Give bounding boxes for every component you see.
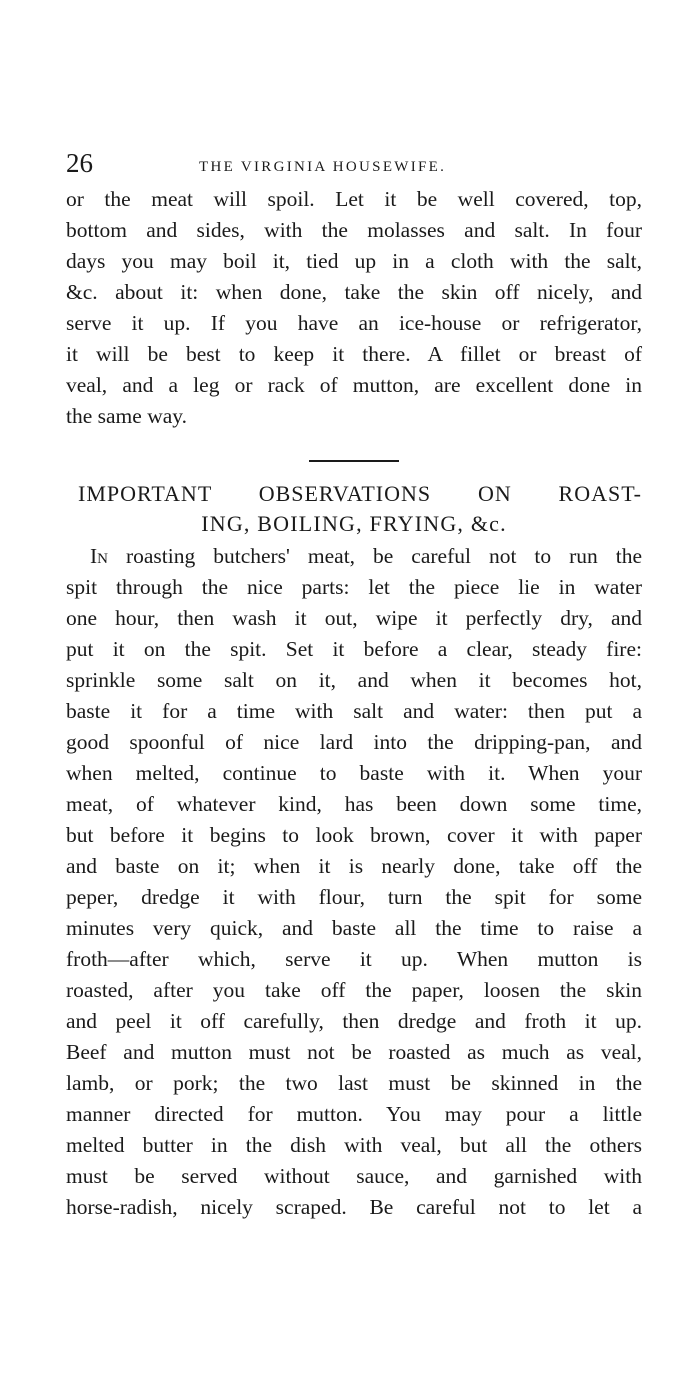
continued-paragraph bbox=[66, 184, 642, 432]
running-head bbox=[66, 148, 642, 184]
text-line: sprinkle some salt on it, and when it becomes hot, bbox=[66, 668, 642, 692]
text-line: manner directed for mutton. You may pour a little bbox=[66, 1102, 642, 1126]
text-line: peper, dredge it with flour, turn the spit for some bbox=[66, 885, 642, 909]
text-line: put it on the spit. Set it before a clear, steady fire: bbox=[66, 637, 642, 661]
text-line: spit through the nice parts: let the piece lie in water bbox=[66, 575, 642, 599]
page-number: 26 bbox=[66, 148, 93, 178]
text-line: when melted, continue to baste with it. When your bbox=[66, 761, 642, 785]
drop-word: In bbox=[90, 544, 108, 568]
text-line: &c. about it: when done, take the skin off nicely, and bbox=[66, 280, 642, 304]
text-line: it will be best to keep it there. A fillet or breast of bbox=[66, 342, 642, 366]
book-page bbox=[66, 148, 642, 1223]
text-line: the same way. bbox=[66, 404, 187, 428]
section-paragraph bbox=[66, 541, 642, 1223]
heading-line: IMPORTANT OBSERVATIONS ON ROAST- bbox=[78, 481, 642, 506]
text-line: lamb, or pork; the two last must be skinned in the bbox=[66, 1071, 642, 1095]
text-line: Beef and mutton must not be roasted as much as veal, bbox=[66, 1040, 642, 1064]
running-title: THE VIRGINIA HOUSEWIFE. bbox=[199, 159, 447, 175]
text-line: bottom and sides, with the molasses and salt. In four bbox=[66, 218, 642, 242]
text-line: meat, of whatever kind, has been down some time, bbox=[66, 792, 642, 816]
text-line: or the meat will spoil. Let it be well covered, top, bbox=[66, 187, 642, 211]
first-line-text: roasting butchers' meat, be careful not to run the bbox=[108, 544, 642, 568]
text-line: and baste on it; when it is nearly done, take off the bbox=[66, 854, 642, 878]
section-divider-rule bbox=[309, 460, 399, 462]
text-line: roasted, after you take off the paper, loosen the skin bbox=[66, 978, 642, 1002]
text-line: baste it for a time with salt and water: then put a bbox=[66, 699, 642, 723]
heading-line: ING, BOILING, FRYING, &c. bbox=[201, 511, 507, 536]
text-line: minutes very quick, and baste all the time to raise a bbox=[66, 916, 642, 940]
text-line bbox=[66, 541, 642, 572]
text-line: serve it up. If you have an ice-house or refrigerator, bbox=[66, 311, 642, 335]
text-line: and peel it off carefully, then dredge and froth it up. bbox=[66, 1009, 642, 1033]
section-heading bbox=[66, 479, 642, 539]
text-line: horse-radish, nicely scraped. Be careful not to let a bbox=[66, 1195, 642, 1219]
text-line: but before it begins to look brown, cover it with paper bbox=[66, 823, 642, 847]
text-line: good spoonful of nice lard into the dripping-pan, and bbox=[66, 730, 642, 754]
text-line: froth—after which, serve it up. When mutton is bbox=[66, 947, 642, 971]
text-line: must be served without sauce, and garnished with bbox=[66, 1164, 642, 1188]
text-line: days you may boil it, tied up in a cloth with the salt, bbox=[66, 249, 642, 273]
text-line: melted butter in the dish with veal, but all the others bbox=[66, 1133, 642, 1157]
text-line: one hour, then wash it out, wipe it perfectly dry, and bbox=[66, 606, 642, 630]
text-line: veal, and a leg or rack of mutton, are excellent done in bbox=[66, 373, 642, 397]
